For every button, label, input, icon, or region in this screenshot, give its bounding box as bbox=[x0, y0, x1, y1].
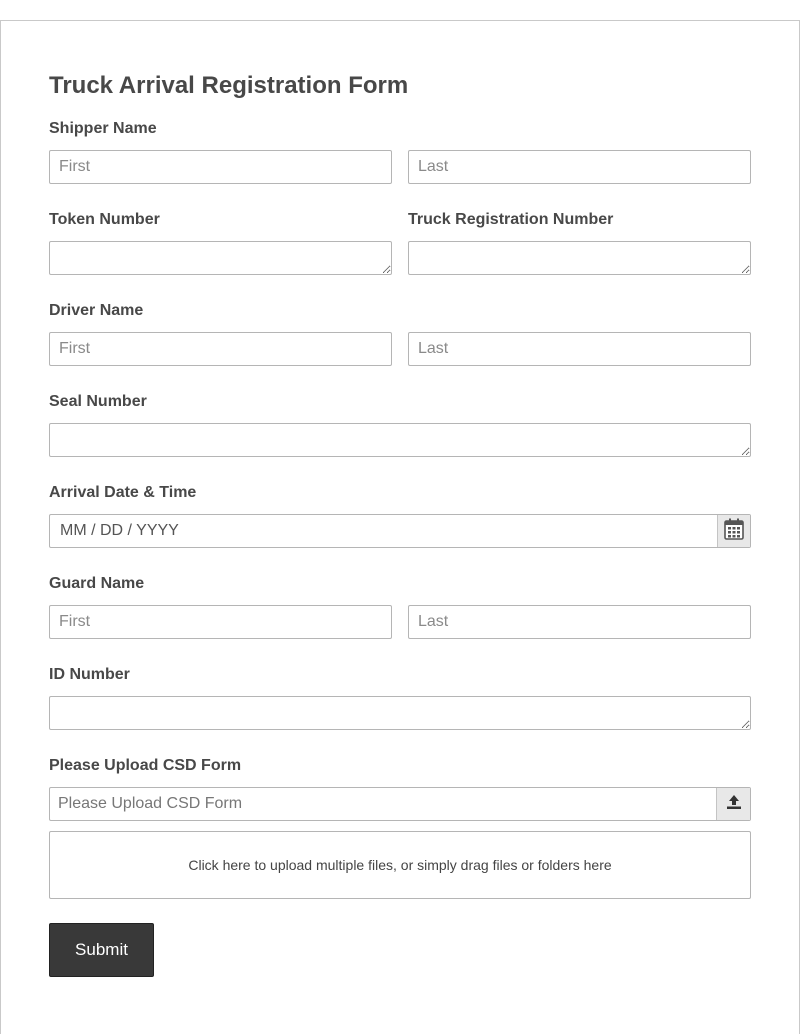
upload-csd-label: Please Upload CSD Form bbox=[49, 757, 242, 774]
driver-last-name-input[interactable] bbox=[408, 332, 751, 366]
driver-first-name-input[interactable] bbox=[49, 332, 392, 366]
driver-name-label: Driver Name bbox=[49, 302, 144, 319]
guard-name-label: Guard Name bbox=[49, 575, 145, 592]
submit-button[interactable]: Submit bbox=[49, 923, 154, 977]
shipper-last-name-input[interactable] bbox=[408, 150, 751, 184]
token-number-label: Token Number bbox=[49, 211, 160, 228]
seal-number-input[interactable] bbox=[49, 423, 751, 457]
guard-last-name-input[interactable] bbox=[408, 605, 751, 639]
calendar-icon bbox=[724, 518, 744, 545]
file-dropzone[interactable] bbox=[49, 831, 751, 899]
arrival-date-placeholder: MM / DD / YYYY bbox=[60, 522, 179, 539]
id-number-input[interactable] bbox=[49, 696, 751, 730]
arrival-date-label: Arrival Date & Time bbox=[49, 484, 197, 501]
seal-number-label: Seal Number bbox=[49, 393, 147, 410]
upload-icon bbox=[726, 794, 742, 815]
shipper-first-name-input[interactable] bbox=[49, 150, 392, 184]
truck-registration-label: Truck Registration Number bbox=[408, 211, 614, 228]
upload-button[interactable] bbox=[716, 788, 750, 820]
form-title: Truck Arrival Registration Form bbox=[49, 72, 409, 99]
id-number-label: ID Number bbox=[49, 666, 130, 683]
token-number-input[interactable] bbox=[49, 241, 392, 275]
arrival-date-field[interactable] bbox=[49, 514, 751, 548]
upload-csd-field[interactable] bbox=[49, 787, 751, 821]
shipper-name-label: Shipper Name bbox=[49, 120, 157, 137]
dropzone-text: Click here to upload multiple files, or simply drag files or folders here bbox=[188, 857, 612, 873]
truck-registration-input[interactable] bbox=[408, 241, 751, 275]
upload-csd-placeholder: Please Upload CSD Form bbox=[58, 795, 243, 812]
calendar-button[interactable] bbox=[717, 515, 750, 547]
guard-first-name-input[interactable] bbox=[49, 605, 392, 639]
